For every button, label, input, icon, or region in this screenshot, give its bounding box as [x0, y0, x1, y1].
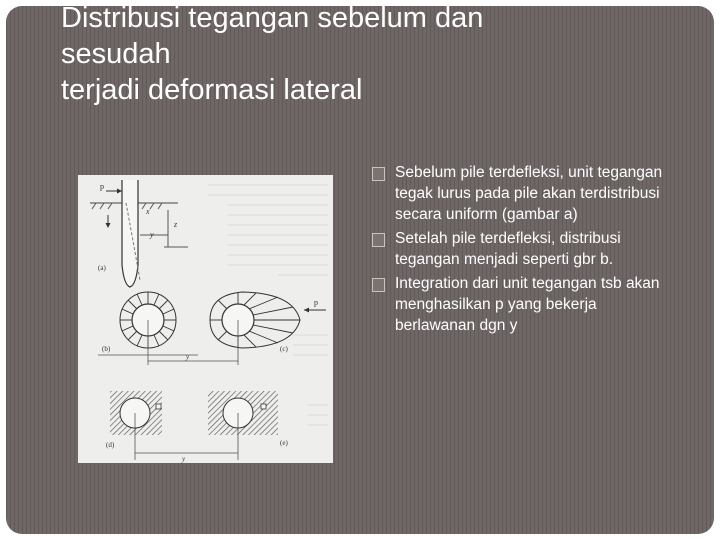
label-x-top: x [146, 207, 150, 216]
label-y-b: y [186, 353, 190, 361]
bullet-text: Sebelum pile terdefleksi, unit tegangan tegak lurus pada pile akan terdistribusi secara uniform (gambar a) [395, 164, 663, 223]
title-line-2: sesudah [61, 38, 171, 70]
title-line-3: terjadi deformasi lateral [61, 74, 363, 106]
bullet-item [372, 162, 672, 225]
label-y-d: y [182, 455, 186, 463]
bullet-text: Setelah pile terdefleksi, distribusi tegangan menjadi seperti gbr b. [395, 230, 621, 268]
pile-stress-diagram [78, 175, 333, 463]
background-text-texture [208, 185, 328, 425]
bullet-list [372, 162, 672, 339]
label-e: (e) [280, 439, 288, 447]
bullet-item [372, 228, 672, 270]
box-bullet-icon [372, 278, 385, 292]
label-a: (a) [98, 264, 106, 272]
label-p-right: p [314, 298, 318, 307]
pile-stress-figure [78, 175, 333, 463]
box-bullet-icon [372, 167, 385, 181]
label-b: (b) [102, 345, 111, 353]
bullet-item [372, 273, 672, 336]
diagram-a-pile-elevation [90, 180, 188, 287]
slide-title [61, 6, 681, 108]
slide-background [6, 6, 714, 534]
title-line-1: Distribusi tegangan sebelum dan [61, 6, 484, 34]
label-y-top: y [150, 230, 154, 239]
label-z-top: z [174, 220, 178, 229]
diagram-d-hatched-block [106, 391, 162, 449]
label-p-top: p [100, 182, 104, 191]
label-d: (d) [106, 441, 115, 449]
diagram-b-uniform-stress [98, 292, 198, 365]
box-bullet-icon [372, 233, 385, 247]
bullet-text: Integration dari unit tegangan tsb akan menghasilkan p yang bekerja berlawanan dgn y [395, 275, 660, 334]
label-c: (c) [280, 345, 288, 353]
